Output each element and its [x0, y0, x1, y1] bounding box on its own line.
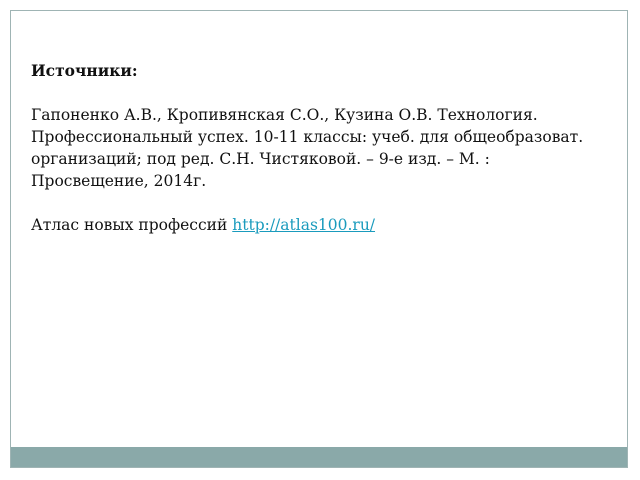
source-item-atlas [31, 214, 611, 236]
source-item-atlas-label: Атлас новых профессий [31, 216, 233, 234]
sources-heading: Источники: [31, 61, 138, 80]
source-item-textbook: Гапоненко А.В., Кропивянская С.О., Кузина О.В. Технология. Профессиональный успех. 10-11 классы: учеб. для общеобразоват. организаций; под ред. С.Н. Чистяковой. – 9-е изд. – М. : Просвещение, 2014г. [31, 106, 584, 190]
atlas-link[interactable]: http://atlas100.ru/ [232, 216, 376, 234]
slide [10, 10, 628, 468]
footer-bar [11, 447, 627, 467]
slide-content [31, 60, 611, 236]
